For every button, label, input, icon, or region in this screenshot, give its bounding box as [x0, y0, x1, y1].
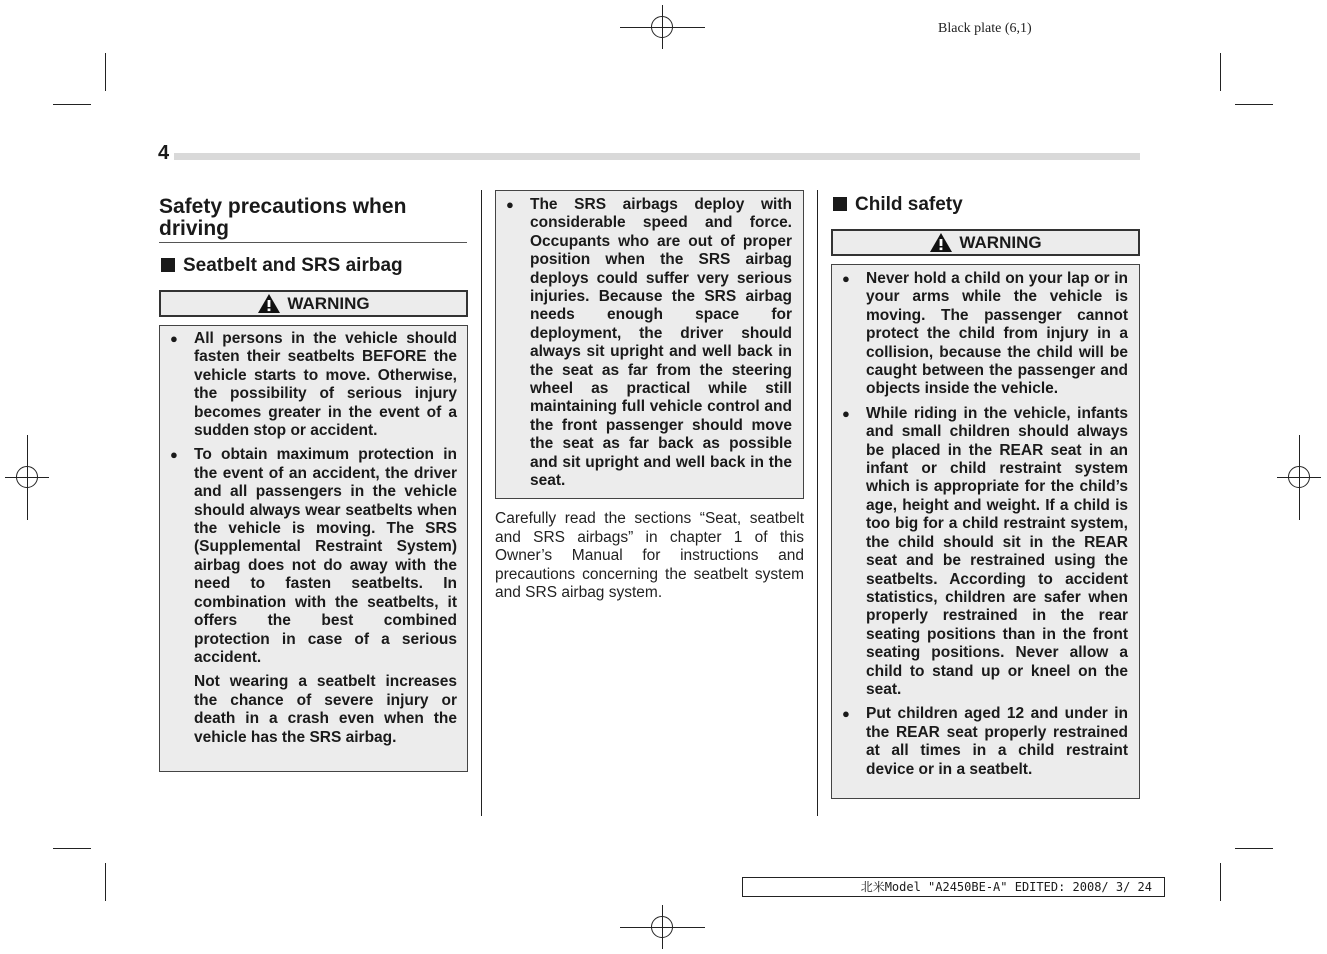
warning-box-continued: [495, 190, 804, 499]
bullet-icon: ●: [170, 447, 178, 463]
warning-triangle-icon: [257, 293, 281, 314]
warning-item: ● Put children aged 12 and under in the REAR seat properly restrained at all times in a child restraint device or in a seatbelt.: [842, 705, 1128, 778]
warning-item: ● While riding in the vehicle, infants and small children should always be placed in the REAR seat in an infant or child restraint system which is appropriate for the child’s age, height and weight. If a child is too big for a child restraint system, the child should sit in the REAR seat and be restrained using the seatbelts. According to accident statistics, children are safer when properly restrained in the rear seating positions than in the front seating positions. Never allow a child to stand up or kneel on the seat.: [842, 404, 1128, 698]
page-number: 4: [158, 142, 170, 164]
section-title: Safety precautions when driving: [159, 196, 467, 243]
column-divider: [817, 190, 818, 816]
bullet-icon: ●: [842, 271, 850, 286]
warning-box: [159, 325, 468, 772]
plate-label: Black plate (6,1): [938, 21, 1032, 36]
warning-item: ● Never hold a child on your lap or in your arms while the vehicle is moving. The passenger cannot protect the child from injury in a collision, because the child will be caught between the passenger and objects inside the vehicle.: [842, 270, 1128, 398]
seatbelt-heading: Seatbelt and SRS airbag: [161, 255, 403, 277]
body-paragraph: Carefully read the sections “Seat, seatbelt and SRS airbags” in chapter 1 of this Owner’s Manual for instructions and precautions concerning the seatbelt system and SRS airbag system.: [495, 510, 804, 601]
warning-item: ● To obtain maximum protection in the event of an accident, the driver and all passengers in the vehicle should always wear seatbelts when the vehicle is moving. The SRS (Supplemental Restraint System) airbag does not do away with the need to fasten seatbelts. In combination with the seatbelts, it offers the best combined protection in case of a serious accident.: [170, 446, 457, 666]
footer-model-info: 北米Model "A2450BE-A" EDITED: 2008/ 3/ 24: [742, 877, 1165, 897]
warning-banner: WARNING: [159, 290, 468, 317]
warning-triangle-icon: [929, 232, 953, 253]
square-bullet-icon: [161, 258, 175, 272]
bullet-icon: ●: [506, 197, 514, 212]
square-bullet-icon: [833, 197, 847, 211]
warning-box: [831, 264, 1140, 799]
bullet-icon: ●: [842, 706, 850, 722]
bullet-icon: ●: [170, 331, 178, 346]
warning-banner: WARNING: [831, 229, 1140, 256]
column-divider: [481, 190, 482, 816]
warning-item: ● All persons in the vehicle should fasten their seatbelts BEFORE the vehicle starts to move. Otherwise, the possibility of serious injury becomes greater in the event of a sudden stop or accident.: [170, 330, 457, 440]
bullet-icon: ●: [842, 405, 850, 421]
warning-paragraph: Not wearing a seatbelt increases the chance of severe injury or death in a crash even when the vehicle has the SRS airbag.: [194, 673, 457, 746]
header-bar: [174, 153, 1140, 160]
warning-item: ● The SRS airbags deploy with considerable speed and force. Occupants who are out of proper position when the SRS airbag deploys could suffer very serious injuries. Because the SRS airbag needs enough space for deployment, the driver should always sit upright and well back in the seat as far from the steering wheel as practical while still maintaining full vehicle control and the front passenger should move the seat as far back as possible and sit upright and well back in the seat.: [506, 196, 792, 490]
child-safety-heading: Child safety: [833, 194, 963, 216]
